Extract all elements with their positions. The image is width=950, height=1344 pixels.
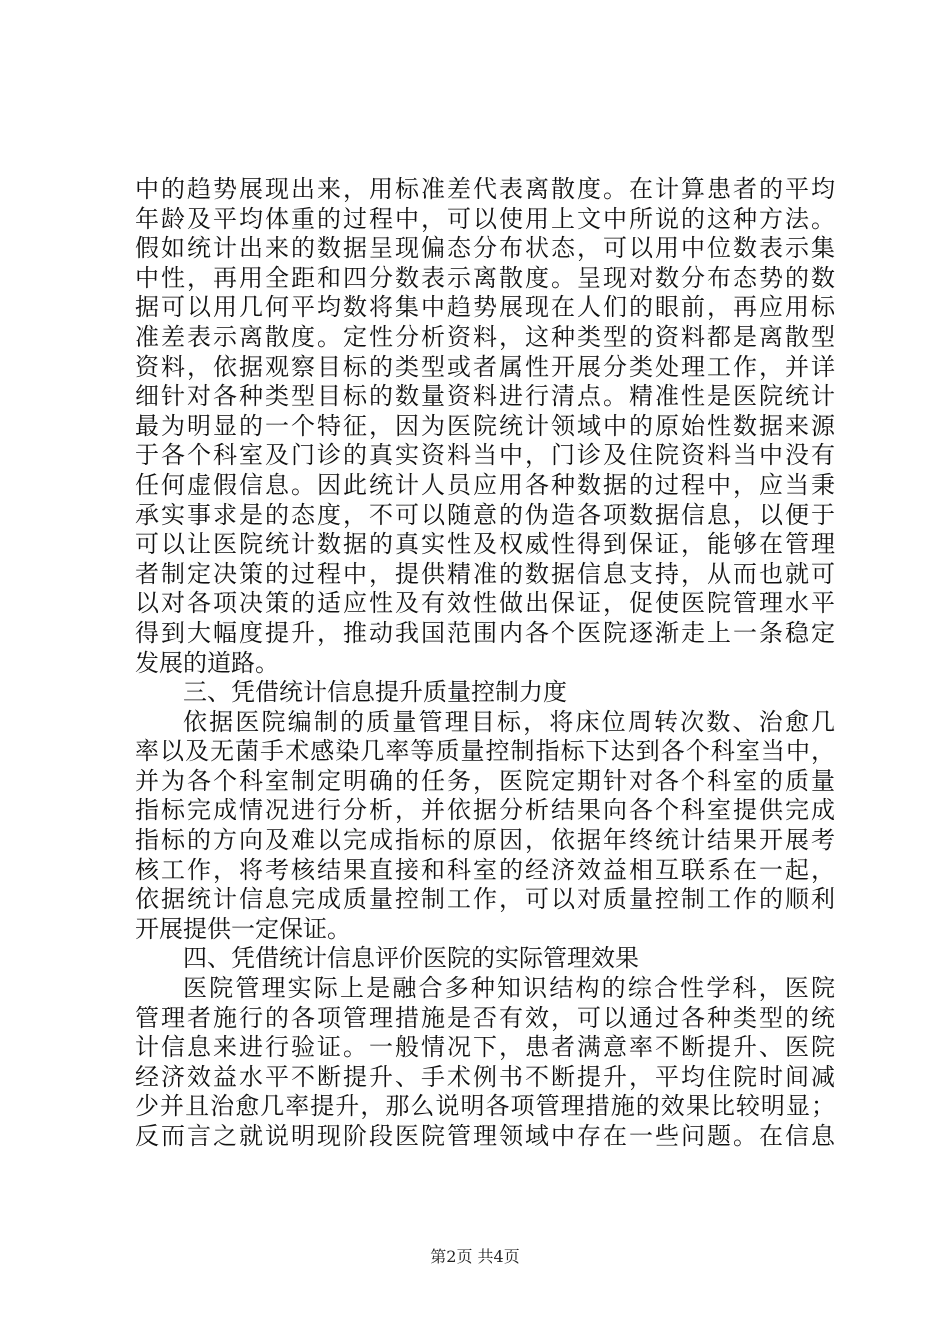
text-line: 发展的道路。 [135,648,279,677]
text-line: 于各个科室及门诊的真实资料当中，门诊及住院资料当中没有 [135,441,835,470]
text-line: 四、凭借统计信息评价医院的实际管理效果 [183,944,639,973]
text-line: 最为明显的一个特征，因为医院统计领域中的原始性数据来源 [135,411,835,440]
text-line: 指标的方向及难以完成指标的原因，依据年终统计结果开展考 [135,826,835,855]
text-line: 假如统计出来的数据呈现偏态分布状态，可以用中位数表示集 [135,234,835,263]
page-footer: 第2页 共4页 [430,1247,520,1266]
text-line: 率以及无菌手术感染几率等质量控制指标下达到各个科室当中， [135,737,835,766]
text-line: 者制定决策的过程中，提供精准的数据信息支持，从而也就可 [135,559,835,588]
text-line: 得到大幅度提升，推动我国范围内各个医院逐渐走上一条稳定 [135,618,835,647]
text-line: 年龄及平均体重的过程中，可以使用上文中所说的这种方法。 [135,204,835,233]
text-line: 开展提供一定保证。 [135,914,351,943]
text-line: 任何虚假信息。因此统计人员应用各种数据的过程中，应当秉 [135,470,835,499]
text-line: 核工作，将考核结果直接和科室的经济效益相互联系在一起， [135,855,835,884]
text-line: 反而言之就说明现阶段医院管理领域中存在一些问题。在信息 [135,1122,835,1150]
text-line: 少并且治愈几率提升，那么说明各项管理措施的效果比较明显； [135,1092,835,1121]
text-line: 计信息来进行验证。一般情况下，患者满意率不断提升、医院 [135,1033,835,1062]
text-line: 经济效益水平不断提升、手术例书不断提升，平均住院时间减 [135,1062,835,1091]
text-line: 管理者施行的各项管理措施是否有效，可以通过各种类型的统 [135,1003,835,1032]
text-line: 并为各个科室制定明确的任务，医院定期针对各个科室的质量 [135,766,835,795]
text-line: 医院管理实际上是融合多种知识结构的综合性学科，医院 [183,974,835,1003]
text-line: 据可以用几何平均数将集中趋势展现在人们的眼前，再应用标 [135,293,835,322]
text-line: 承实事求是的态度，不可以随意的伪造各项数据信息，以便于 [135,500,835,529]
text-line: 中性，再用全距和四分数表示离散度。呈现对数分布态势的数 [135,263,835,292]
text-line: 资料，依据观察目标的类型或者属性开展分类处理工作，并详 [135,352,835,381]
text-line: 可以让医院统计数据的真实性及权威性得到保证，能够在管理 [135,530,835,559]
text-line: 指标完成情况进行分析，并依据分析结果向各个科室提供完成 [135,796,835,825]
text-line: 细针对各种类型目标的数量资料进行清点。精准性是医院统计 [135,382,835,411]
text-line: 中的趋势展现出来，用标准差代表离散度。在计算患者的平均 [135,175,835,203]
text-line: 准差表示离散度。定性分析资料，这种类型的资料都是离散型 [135,322,835,351]
text-line: 三、凭借统计信息提升质量控制力度 [183,678,567,707]
text-line: 以对各项决策的适应性及有效性做出保证，促使医院管理水平 [135,589,835,618]
text-line: 依据统计信息完成质量控制工作，可以对质量控制工作的顺利 [135,885,835,914]
text-line: 依据医院编制的质量管理目标，将床位周转次数、治愈几 [183,707,835,736]
body-text [135,175,835,1152]
